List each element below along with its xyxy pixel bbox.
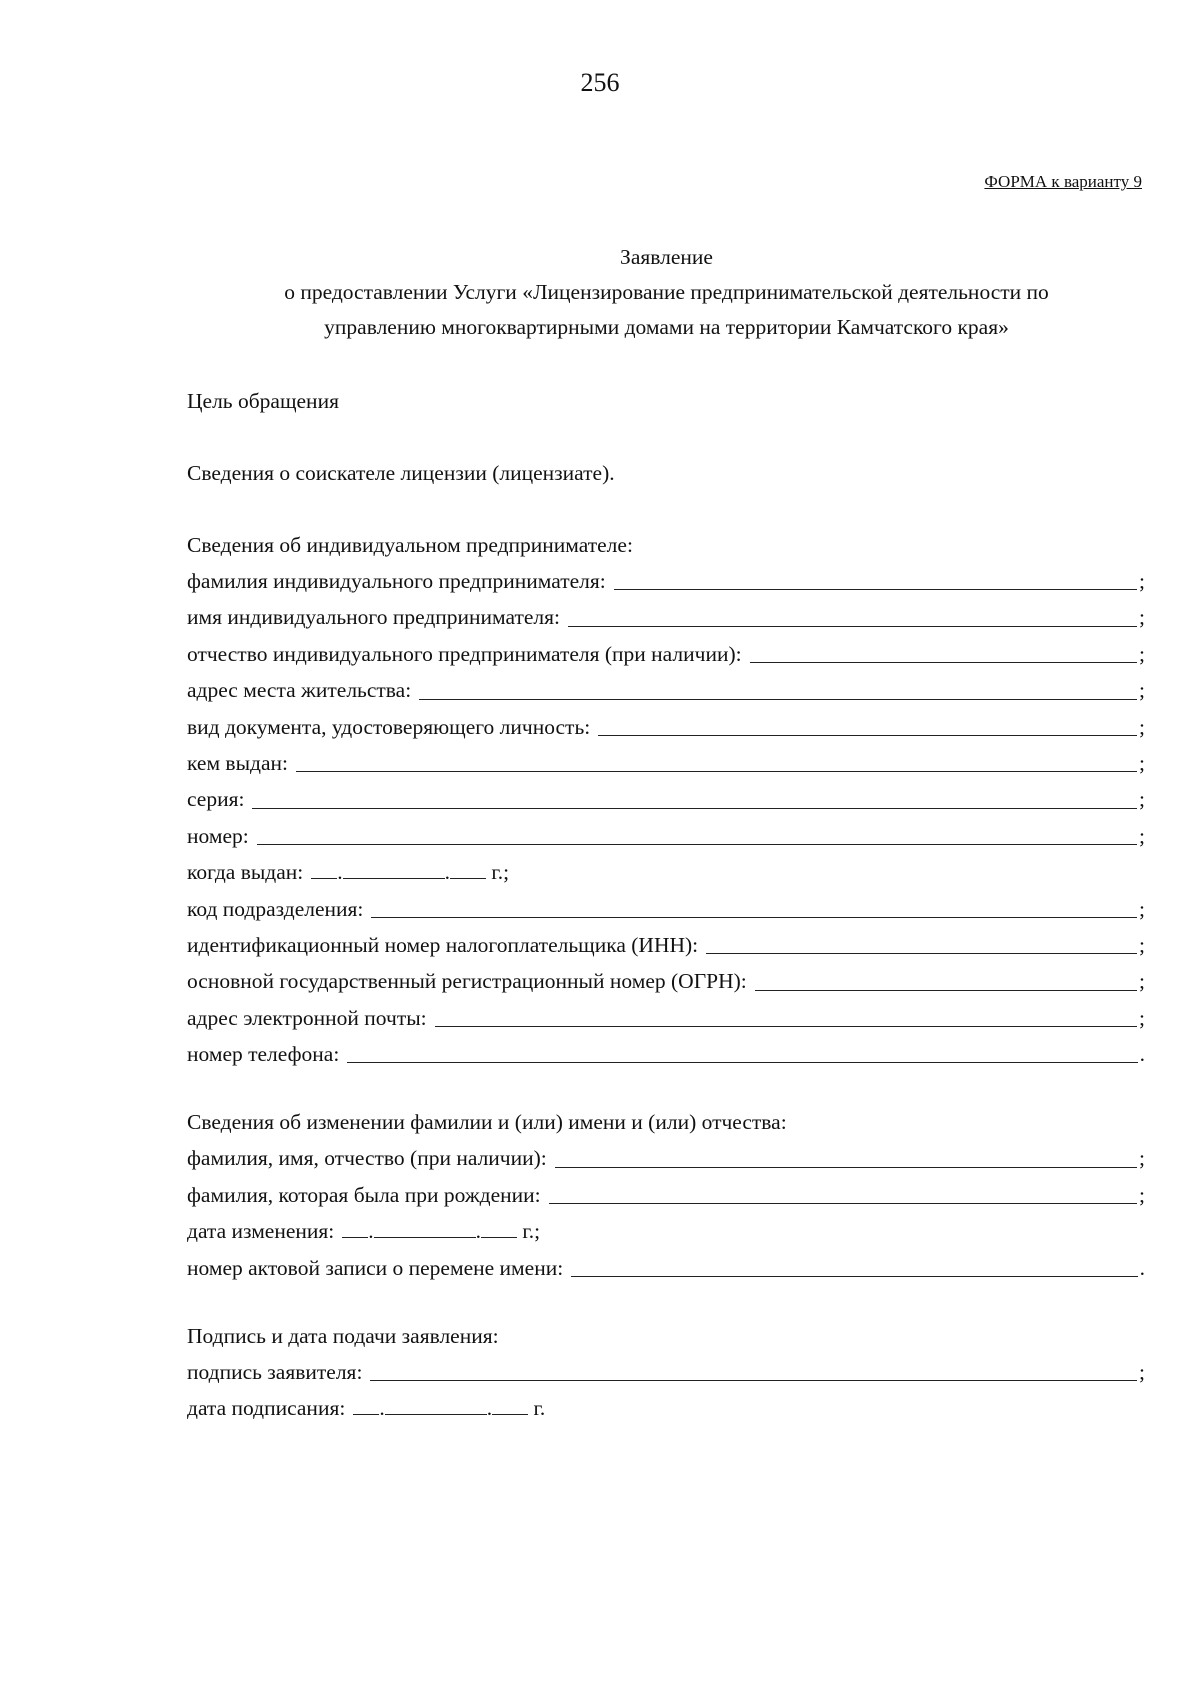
- form-field-row[interactable]: номер телефона: .: [187, 1036, 1145, 1072]
- field-label: серия:: [187, 787, 245, 812]
- form-field-row[interactable]: номер актовой записи о перемене имени: .: [187, 1250, 1145, 1286]
- fill-line[interactable]: [296, 770, 1137, 772]
- field-label: код подразделения:: [187, 896, 364, 921]
- field-label: когда выдан:: [187, 860, 304, 885]
- form-field-row[interactable]: номер: ;: [187, 818, 1145, 854]
- form-field-row[interactable]: адрес места жительства: ;: [187, 672, 1145, 708]
- change-date-row[interactable]: дата изменения: . . г.;: [187, 1219, 541, 1244]
- fill-line[interactable]: [571, 1275, 1137, 1277]
- field-label: вид документа, удостоверяющего личность:: [187, 714, 591, 739]
- year-blank[interactable]: [481, 1236, 517, 1238]
- title-line-2: о предоставлении Услуги «Лицензирование предпринимательской деятельности по: [284, 280, 1049, 304]
- title-line-3: управлению многоквартирными домами на территории Камчатского края»: [324, 315, 1009, 339]
- fill-line[interactable]: [549, 1202, 1137, 1204]
- name-change-heading: Сведения об изменении фамилии и (или) имени и (или) отчества:: [187, 1110, 787, 1135]
- day-blank[interactable]: [342, 1236, 368, 1238]
- form-field-row[interactable]: кем выдан: ;: [187, 745, 1145, 781]
- document-title: [180, 240, 1153, 345]
- form-reference: ФОРМА к варианту 9: [984, 172, 1142, 191]
- purpose-heading: Цель обращения: [187, 389, 339, 413]
- form-field-row[interactable]: фамилия, которая была при рождении: ;: [187, 1177, 1145, 1213]
- form-field-row[interactable]: подпись заявителя: ;: [187, 1354, 1145, 1390]
- fill-line[interactable]: [614, 588, 1137, 590]
- field-label: идентификационный номер налогоплательщика (ИНН):: [187, 932, 699, 957]
- fill-line[interactable]: [257, 843, 1137, 845]
- fill-line[interactable]: [555, 1166, 1137, 1168]
- form-field-row[interactable]: фамилия индивидуального предпринимателя: ;: [187, 563, 1145, 599]
- form-field-row[interactable]: идентификационный номер налогоплательщика (ИНН): ;: [187, 927, 1145, 963]
- form-body: [187, 383, 1145, 1427]
- form-field-row[interactable]: код подразделения: ;: [187, 891, 1145, 927]
- fill-line[interactable]: [750, 661, 1137, 663]
- fill-line[interactable]: [435, 1025, 1137, 1027]
- form-field-row[interactable]: адрес электронной почты: ;: [187, 1000, 1145, 1036]
- fill-line[interactable]: [706, 952, 1137, 954]
- field-label: фамилия, которая была при рождении:: [187, 1182, 541, 1207]
- fill-line[interactable]: [755, 989, 1137, 991]
- field-label: номер телефона:: [187, 1042, 340, 1067]
- year-blank[interactable]: [492, 1413, 528, 1415]
- month-blank[interactable]: [374, 1236, 476, 1238]
- field-label: подпись заявителя:: [187, 1360, 363, 1385]
- title-line-1: Заявление: [620, 245, 713, 269]
- field-label: дата изменения:: [187, 1219, 335, 1244]
- field-label: фамилия, имя, отчество (при наличии):: [187, 1146, 547, 1171]
- field-label: отчество индивидуального предпринимателя (при наличии):: [187, 641, 742, 666]
- field-label: номер:: [187, 823, 249, 848]
- day-blank[interactable]: [311, 877, 337, 879]
- field-label: фамилия индивидуального предпринимателя:: [187, 569, 606, 593]
- month-blank[interactable]: [385, 1413, 487, 1415]
- sign-date-row[interactable]: дата подписания: . . г.: [187, 1396, 546, 1421]
- field-label: адрес места жительства:: [187, 678, 412, 703]
- fill-line[interactable]: [598, 734, 1137, 736]
- month-blank[interactable]: [343, 877, 445, 879]
- form-field-row[interactable]: отчество индивидуального предпринимателя (при наличии): ;: [187, 636, 1145, 672]
- ip-section-heading: Сведения об индивидуальном предпринимателе:: [187, 533, 633, 557]
- field-label: дата подписания:: [187, 1396, 346, 1421]
- field-label: основной государственный регистрационный номер (ОГРН):: [187, 969, 747, 994]
- field-label: кем выдан:: [187, 750, 288, 775]
- signature-heading: Подпись и дата подачи заявления:: [187, 1324, 499, 1349]
- field-label: адрес электронной почты:: [187, 1005, 427, 1030]
- field-label: номер актовой записи о перемене имени:: [187, 1255, 564, 1280]
- fill-line[interactable]: [371, 916, 1137, 918]
- form-field-row[interactable]: имя индивидуального предпринимателя: ;: [187, 599, 1145, 635]
- issued-date-row[interactable]: когда выдан: . . г.;: [187, 860, 510, 885]
- fill-line[interactable]: [252, 807, 1137, 809]
- field-label: имя индивидуального предпринимателя:: [187, 605, 561, 630]
- form-field-row[interactable]: фамилия, имя, отчество (при наличии): ;: [187, 1140, 1145, 1176]
- fill-line[interactable]: [347, 1061, 1137, 1063]
- fill-line[interactable]: [568, 625, 1137, 627]
- form-field-row[interactable]: вид документа, удостоверяющего личность: ;: [187, 709, 1145, 745]
- fill-line[interactable]: [370, 1379, 1137, 1381]
- form-field-row[interactable]: серия: ;: [187, 781, 1145, 817]
- year-blank[interactable]: [450, 877, 486, 879]
- applicant-info-heading: Сведения о соискателе лицензии (лицензиате).: [187, 461, 615, 485]
- page-number: 256: [580, 68, 620, 97]
- day-blank[interactable]: [353, 1413, 379, 1415]
- fill-line[interactable]: [419, 698, 1137, 700]
- form-field-row[interactable]: основной государственный регистрационный номер (ОГРН): ;: [187, 963, 1145, 999]
